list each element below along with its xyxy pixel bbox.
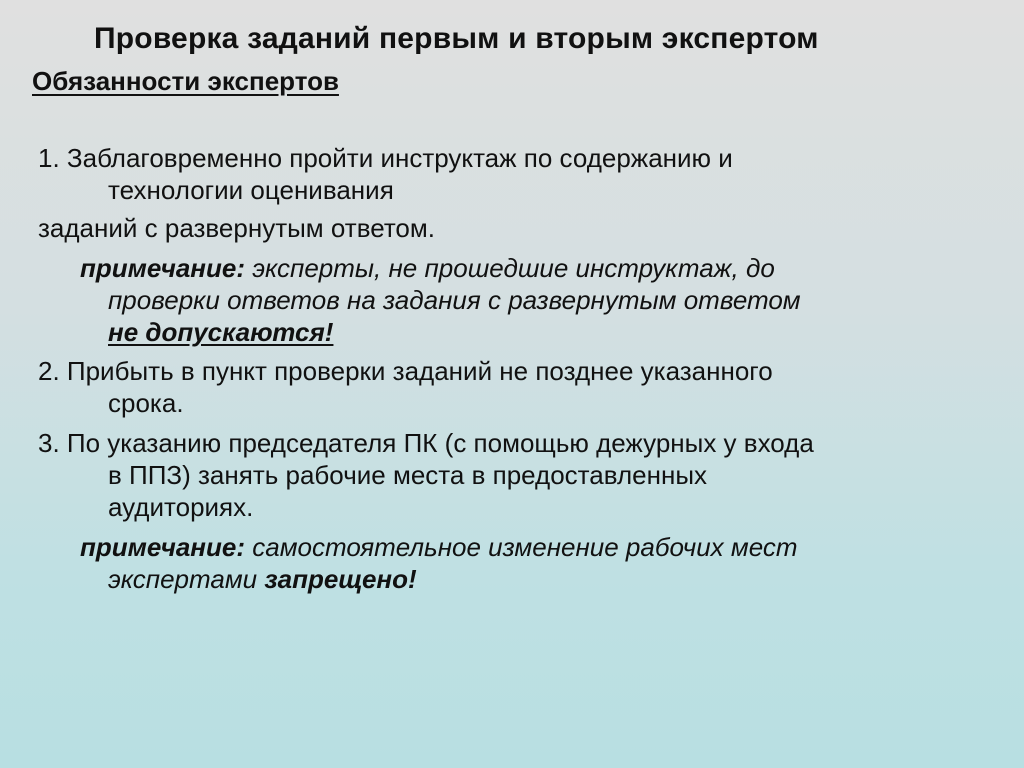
note-1-label: примечание:	[80, 253, 246, 283]
note-1-line-1	[80, 252, 775, 284]
item-1-line-3: заданий с развернутым ответом.	[38, 213, 435, 243]
note-1-emphasis: не допускаются!	[108, 317, 334, 347]
note-2-label: примечание:	[80, 532, 246, 562]
item-3-line-1: 3. По указанию председателя ПК (с помощью дежурных у входа	[38, 428, 814, 458]
note-2-emphasis: запрещено!	[264, 564, 417, 594]
item-2-line-1: 2. Прибыть в пункт проверки заданий не позднее указанного	[38, 356, 773, 386]
note-2-line-2	[108, 563, 417, 595]
item-3-line-3: аудиториях.	[108, 492, 254, 522]
note-1-line-3	[108, 316, 333, 348]
slide-subtitle: Обязанности экспертов	[32, 66, 339, 96]
slide-title: Проверка заданий первым и вторым экспертом	[94, 22, 819, 55]
note-2-text-2: экспертами	[108, 564, 265, 594]
item-2-line-2: срока.	[108, 388, 184, 418]
note-1-text-2: проверки ответов на задания с развернутым ответом	[108, 285, 801, 315]
item-1-line-2: технологии оценивания	[108, 175, 394, 205]
note-2-text-1: самостоятельное изменение рабочих мест	[245, 532, 798, 562]
item-1-line-1: 1. Заблаговременно пройти инструктаж по содержанию и	[38, 143, 733, 173]
note-2-line-1	[80, 531, 798, 563]
note-1-line-2	[108, 284, 801, 316]
item-3-line-2: в ППЗ) занять рабочие места в предоставленных	[108, 460, 708, 490]
note-1-text-1: эксперты, не прошедшие инструктаж, до	[245, 253, 775, 283]
